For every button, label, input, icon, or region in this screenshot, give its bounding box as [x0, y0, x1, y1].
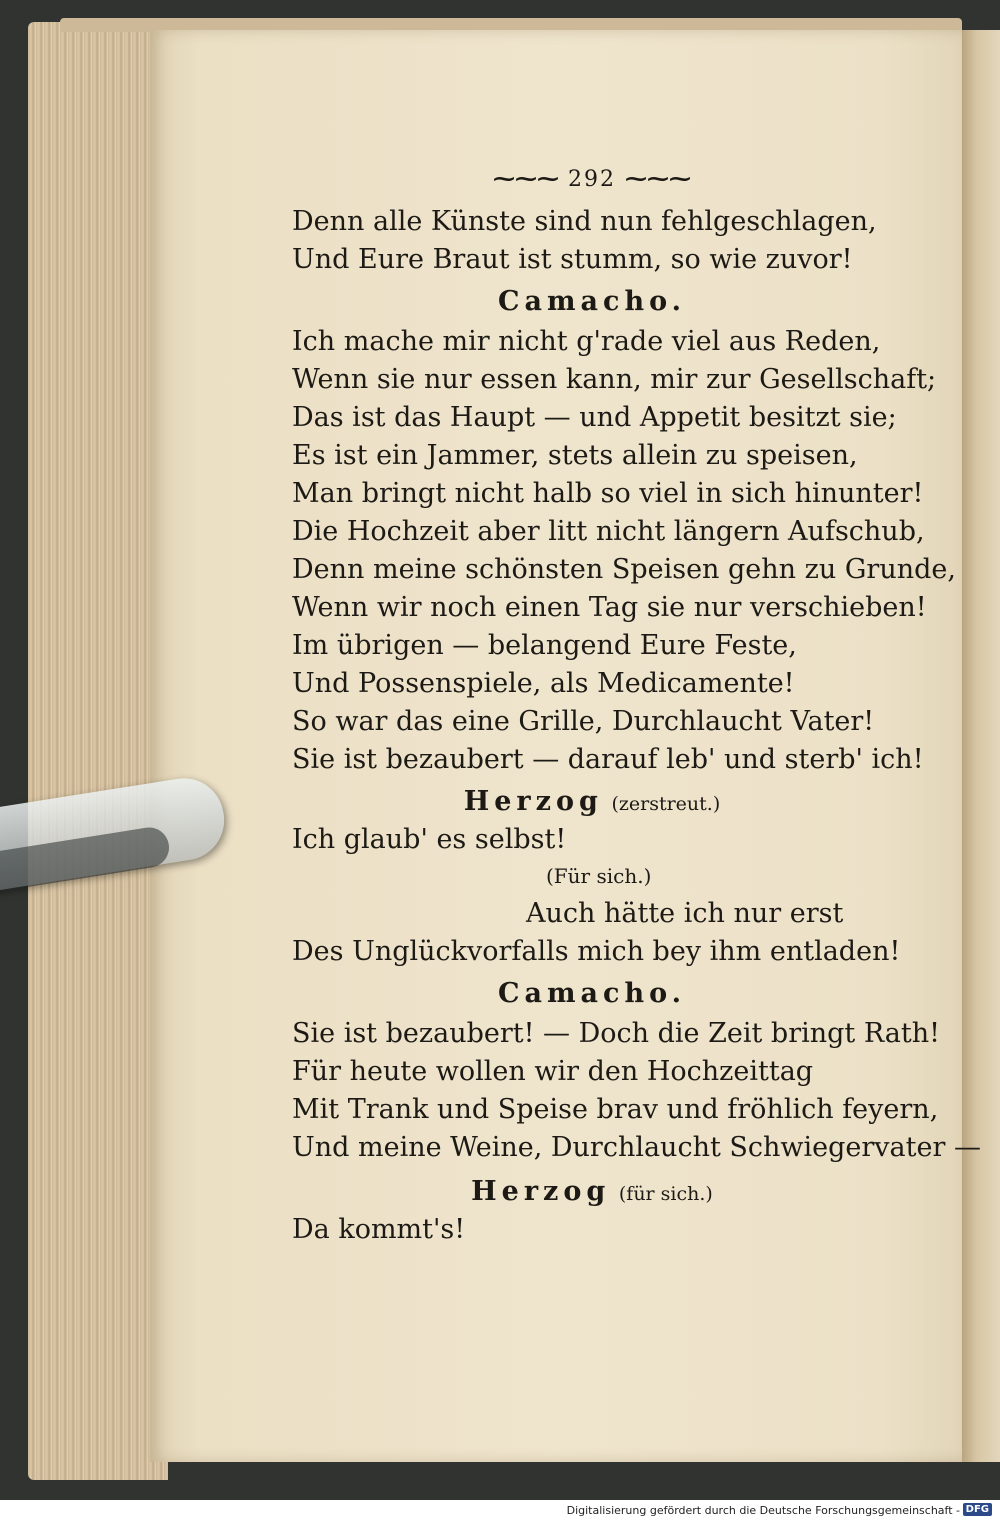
facing-page-edge [962, 30, 1000, 1462]
stage-direction: (für sich.) [618, 1183, 713, 1205]
verse-line: Das ist das Haupt — und Appetit besitzt sie; [292, 402, 897, 433]
verse-line: Und meine Weine, Durchlaucht Schwiegervater — [292, 1132, 981, 1163]
header-ornament-right: ⁓⁓⁓ [625, 166, 691, 192]
verse-line: Wenn wir noch einen Tag sie nur verschieben! [292, 592, 927, 623]
verse-line: Ich glaub' es selbst! [292, 824, 567, 855]
verse-line: Ich mache mir nicht g'rade viel aus Reden, [292, 326, 881, 357]
stage-direction: (zerstreut.) [611, 793, 721, 815]
verse-line: Des Unglückvorfalls mich bey ihm entladen! [292, 936, 901, 967]
header-ornament-left: ⁓⁓⁓ [493, 166, 559, 192]
verse-line: Mit Trank und Speise brav und fröhlich feyern, [292, 1094, 939, 1125]
verse-line: Auch hätte ich nur erst [526, 898, 844, 929]
page-edge-stack [28, 22, 168, 1480]
footer-credit: Digitalisierung gefördert durch die Deutsche Forschungsgemeinschaft - [566, 1504, 960, 1517]
verse-line: Man bringt nicht halb so viel in sich hinunter! [292, 478, 924, 509]
speaker-name: Camacho. [497, 978, 687, 1009]
verse-line: So war das eine Grille, Durchlaucht Vater! [292, 706, 875, 737]
speaker-name: Herzog [471, 1176, 611, 1207]
dfg-logo: DFG [963, 1503, 992, 1516]
speaker-name: Herzog [463, 786, 603, 817]
verse-line: Für heute wollen wir den Hochzeittag [292, 1056, 814, 1087]
verse-line: Sie ist bezaubert! — Doch die Zeit bringt Rath! [292, 1018, 940, 1049]
verse-line: Denn alle Künste sind nun fehlgeschlagen, [292, 206, 877, 237]
speaker-heading [292, 786, 892, 817]
stage-direction: (Für sich.) [546, 864, 652, 888]
verse-line: Und Eure Braut ist stumm, so wie zuvor! [292, 244, 853, 275]
verse-line: Sie ist bezaubert — darauf leb' und sterb' ich! [292, 744, 924, 775]
verse-line: Da kommt's! [292, 1214, 466, 1245]
verse-line: Es ist ein Jammer, stets allein zu speisen, [292, 440, 858, 471]
verse-line: Im übrigen — belangend Eure Feste, [292, 630, 797, 661]
speaker-name: Camacho. [497, 286, 687, 317]
verse-line: Die Hochzeit aber litt nicht längern Aufschub, [292, 516, 925, 547]
verse-line: Wenn sie nur essen kann, mir zur Gesellschaft; [292, 364, 937, 395]
page-number: 292 [568, 167, 616, 192]
verse-line: Und Possenspiele, als Medicamente! [292, 668, 795, 699]
page-header [292, 166, 892, 192]
speaker-heading [292, 1176, 892, 1207]
verse-line: Denn meine schönsten Speisen gehn zu Grunde, [292, 554, 956, 585]
